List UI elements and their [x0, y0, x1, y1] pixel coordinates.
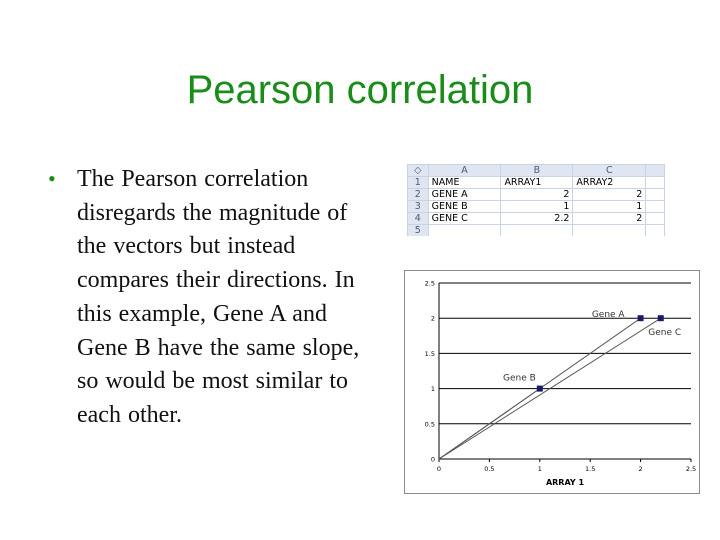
data-label: Gene A — [591, 310, 625, 321]
column-header-empty[interactable] — [646, 165, 665, 177]
bullet-text: The Pearson correlation disregards the magnitude of the vectors but instead compares their directions. In this example, Gene A and Gene B have the same slope, so would be most similar to each other. — [77, 166, 360, 428]
column-header-c[interactable]: C — [573, 165, 646, 177]
x-tick-label: 2.5 — [685, 465, 697, 473]
cell[interactable]: ARRAY1 — [501, 177, 573, 189]
cell[interactable] — [646, 225, 665, 237]
bullet-icon: • — [48, 166, 56, 191]
x-axis-label: ARRAY 1 — [545, 478, 585, 487]
y-tick-label: 0.5 — [424, 420, 435, 429]
cell[interactable]: 2 — [573, 213, 646, 225]
cell[interactable]: 2 — [501, 189, 573, 201]
cell[interactable] — [428, 225, 501, 237]
data-point — [658, 315, 664, 321]
row-header[interactable]: 4 — [408, 213, 429, 225]
spreadsheet-table — [407, 164, 665, 236]
cell[interactable]: 1 — [573, 201, 646, 213]
x-tick-label: 0 — [436, 465, 442, 473]
table-row — [408, 177, 665, 189]
select-all-corner[interactable]: ◇ — [408, 165, 429, 177]
slide-title: Pearson correlation — [186, 68, 534, 112]
cell[interactable]: 2.2 — [501, 213, 573, 225]
cell[interactable] — [573, 225, 646, 237]
table-row — [408, 201, 665, 213]
x-tick-label: 2 — [638, 465, 643, 473]
row-header[interactable]: 1 — [408, 177, 429, 189]
x-tick-label: 1.5 — [585, 465, 596, 473]
y-tick-label: 1.5 — [424, 349, 435, 358]
column-header-b[interactable]: B — [501, 165, 573, 177]
table-row — [408, 213, 665, 225]
cell[interactable]: 1 — [501, 201, 573, 213]
y-tick-label: 0 — [430, 455, 435, 464]
data-point — [638, 315, 644, 321]
x-tick-label: 0.5 — [484, 465, 495, 473]
x-tick-label: 1 — [537, 465, 542, 473]
data-label: Gene B — [503, 373, 536, 384]
table-row — [408, 189, 665, 201]
cell[interactable]: GENE A — [428, 189, 501, 201]
cell[interactable] — [501, 225, 573, 237]
data-point — [537, 386, 543, 392]
cell[interactable]: GENE C — [428, 213, 501, 225]
y-tick-label: 2.5 — [424, 279, 435, 288]
chart-canvas — [405, 271, 699, 493]
cell[interactable] — [646, 213, 665, 225]
row-header[interactable]: 5 — [408, 225, 429, 237]
scatter-chart — [404, 270, 700, 494]
cell[interactable]: 2 — [573, 189, 646, 201]
column-header-a[interactable]: A — [428, 165, 501, 177]
cell[interactable]: GENE B — [428, 201, 501, 213]
cell[interactable] — [646, 189, 665, 201]
y-tick-label: 2 — [430, 314, 435, 323]
table-row — [408, 225, 665, 237]
cell[interactable] — [646, 177, 665, 189]
row-header[interactable]: 3 — [408, 201, 429, 213]
cell[interactable]: ARRAY2 — [573, 177, 646, 189]
cell[interactable]: NAME — [428, 177, 501, 189]
cell[interactable] — [646, 201, 665, 213]
y-tick-label: 1 — [430, 385, 435, 394]
data-label: Gene C — [648, 328, 682, 339]
row-header[interactable]: 2 — [408, 189, 429, 201]
